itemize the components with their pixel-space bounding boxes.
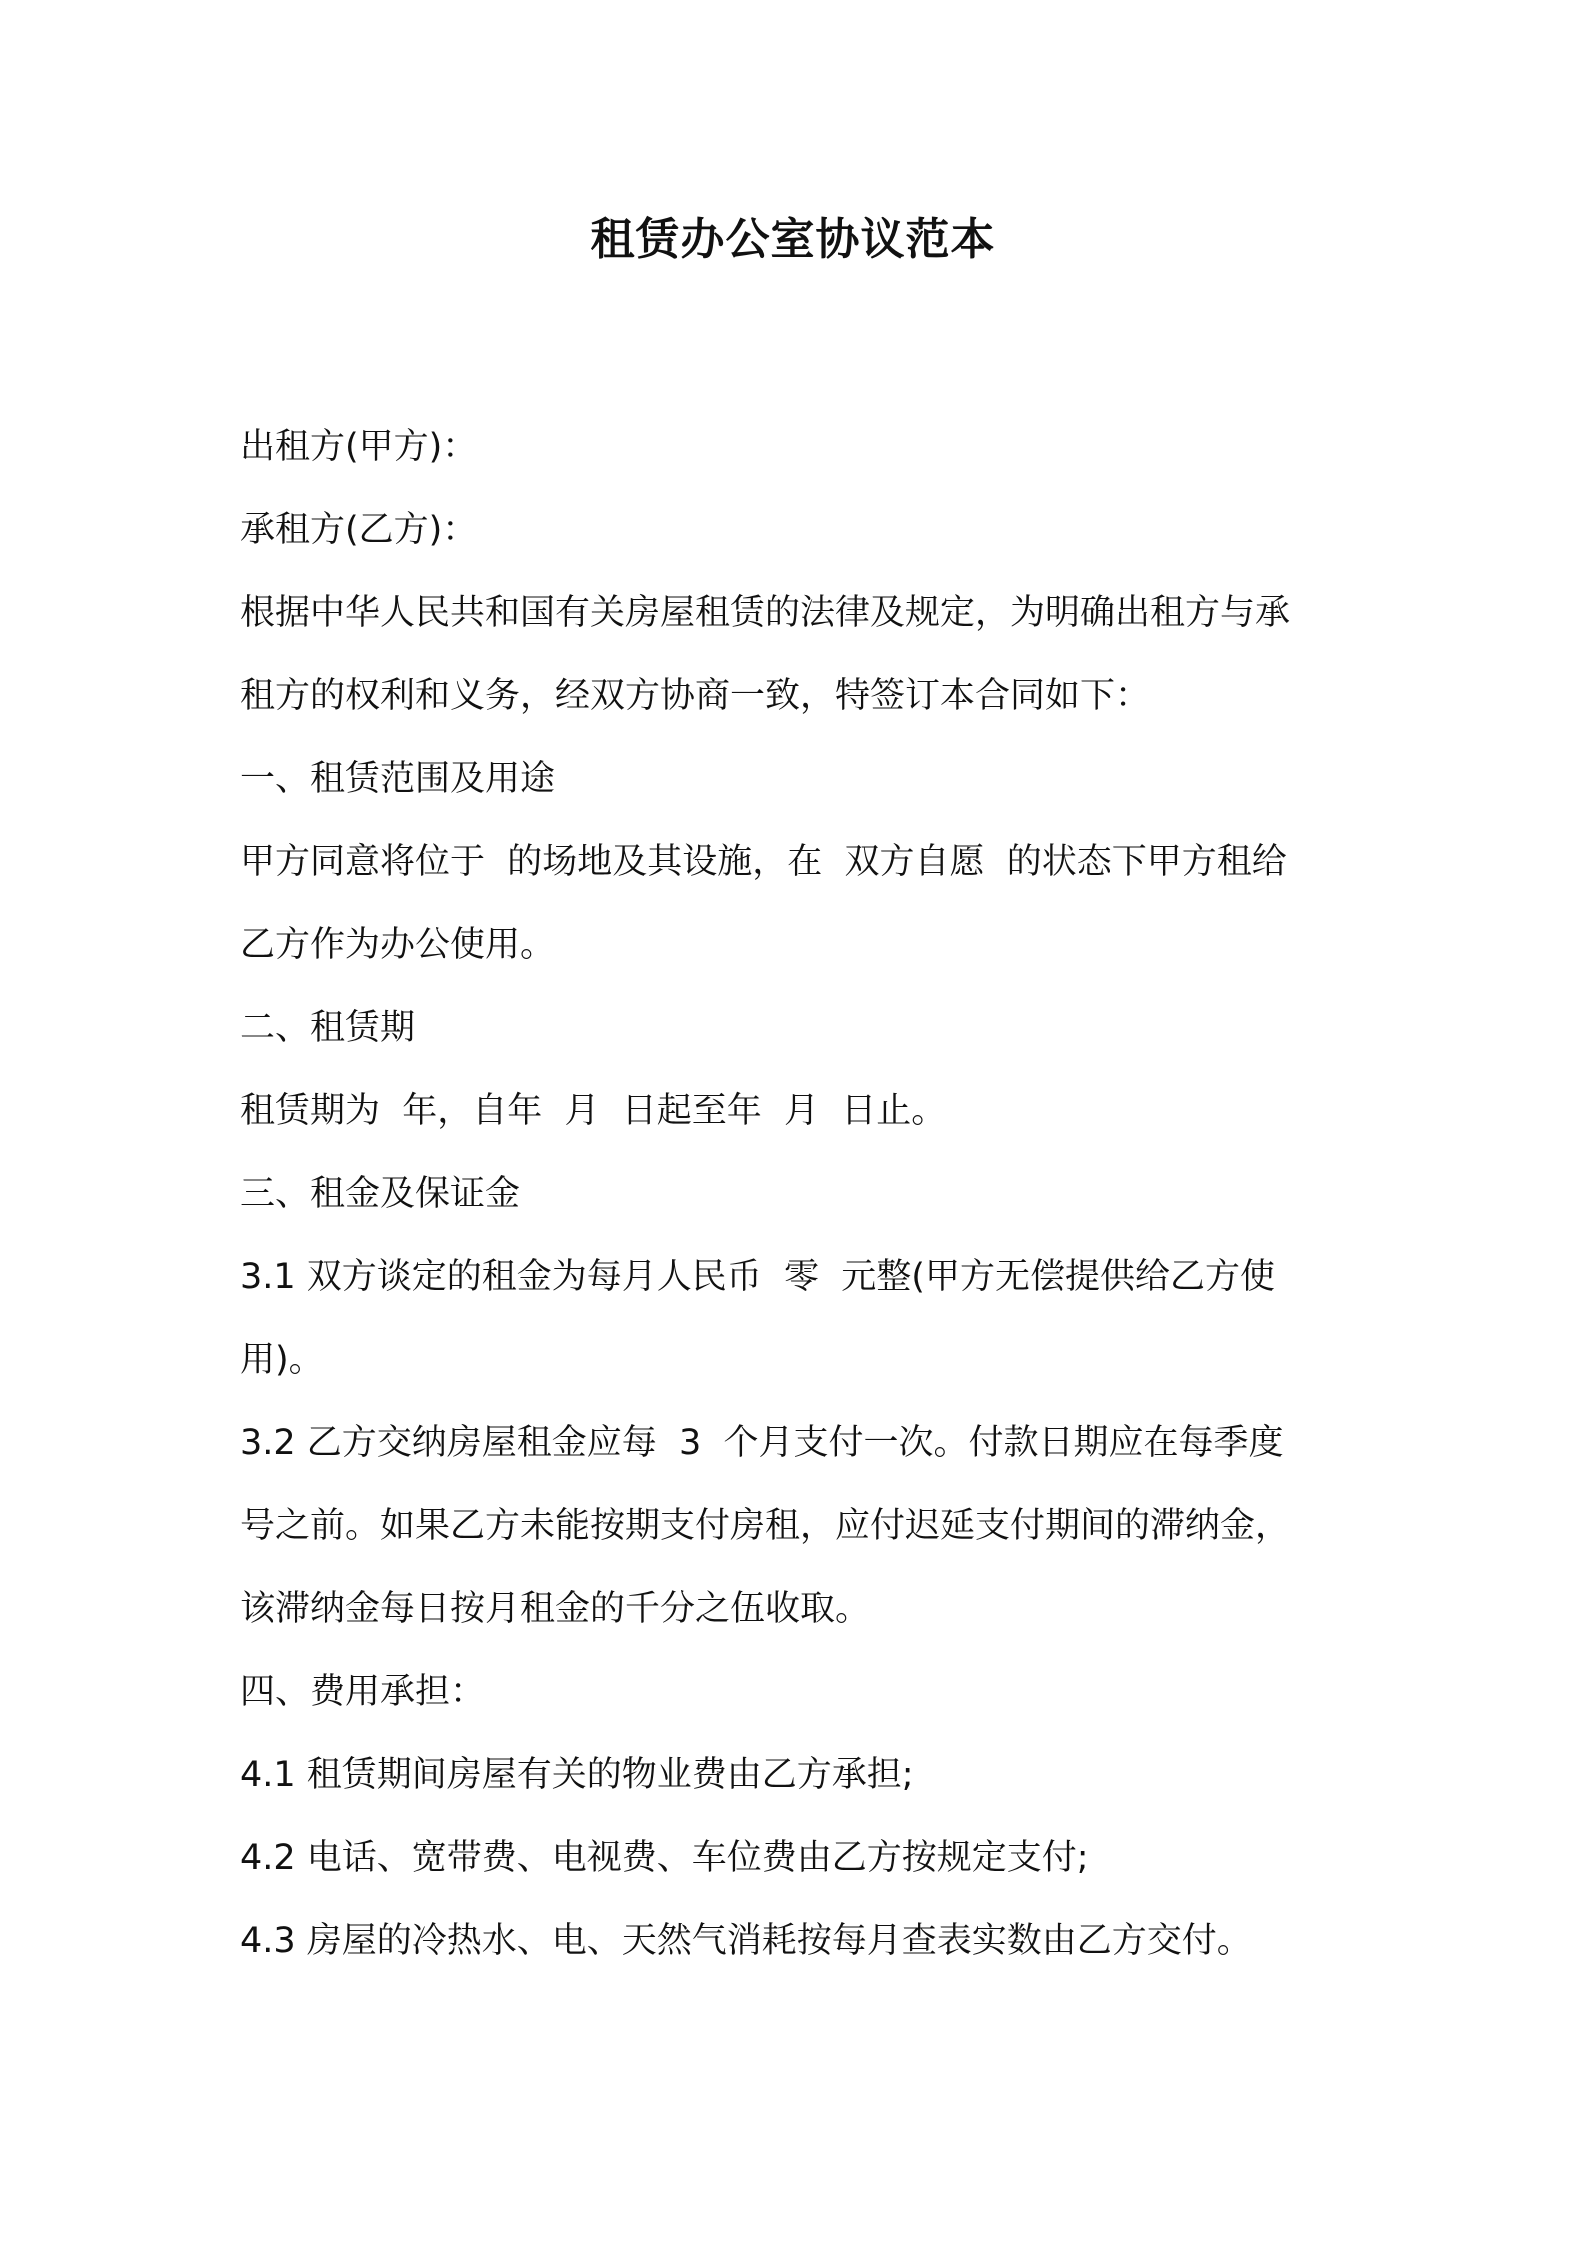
- clause-3-2-line-3: 该滞纳金每日按月租金的千分之伍收取。: [240, 1589, 871, 1629]
- section-heading-2: 二、租赁期: [240, 1008, 416, 1048]
- section-heading-3: 三、租金及保证金: [240, 1174, 521, 1214]
- clause-3-1-line-1: 3.1 双方谈定的租金为每月人民币 零 元整(甲方无偿提供给乙方使: [240, 1257, 1275, 1297]
- clause-3-2-line-2: 号之前。如果乙方未能按期支付房租，应付迟延支付期间的滞纳金，: [240, 1506, 1291, 1546]
- section-2-line-1: 租赁期为 年，自年 月 日起至年 月 日止。: [240, 1091, 947, 1131]
- clause-3-2-line-1: 3.2 乙方交纳房屋租金应每 3 个月支付一次。付款日期应在每季度: [240, 1423, 1284, 1463]
- lessor-line: 出租方(甲方)：: [240, 427, 478, 467]
- section-heading-1: 一、租赁范围及用途: [240, 759, 556, 799]
- clause-4-2: 4.2 电话、宽带费、电视费、车位费由乙方按规定支付;: [240, 1838, 1089, 1878]
- clause-4-3: 4.3 房屋的冷热水、电、天然气消耗按每月查表实数由乙方交付。: [240, 1921, 1252, 1961]
- section-1-line-1: 甲方同意将位于 的场地及其设施，在 双方自愿 的状态下甲方租给: [240, 842, 1287, 882]
- clause-3-1-line-2: 用)。: [240, 1340, 324, 1380]
- document-body: [240, 406, 1360, 1983]
- preamble-line-2: 租方的权利和义务，经双方协商一致，特签订本合同如下：: [240, 676, 1151, 716]
- section-1-line-2: 乙方作为办公使用。: [240, 925, 556, 965]
- preamble-line-1: 根据中华人民共和国有关房屋租赁的法律及规定，为明确出租方与承: [240, 593, 1291, 633]
- clause-4-1: 4.1 租赁期间房屋有关的物业费由乙方承担;: [240, 1755, 914, 1795]
- document-title: 租赁办公室协议范本: [590, 214, 996, 265]
- section-heading-4: 四、费用承担：: [240, 1672, 486, 1712]
- lessee-line: 承租方(乙方)：: [240, 510, 478, 550]
